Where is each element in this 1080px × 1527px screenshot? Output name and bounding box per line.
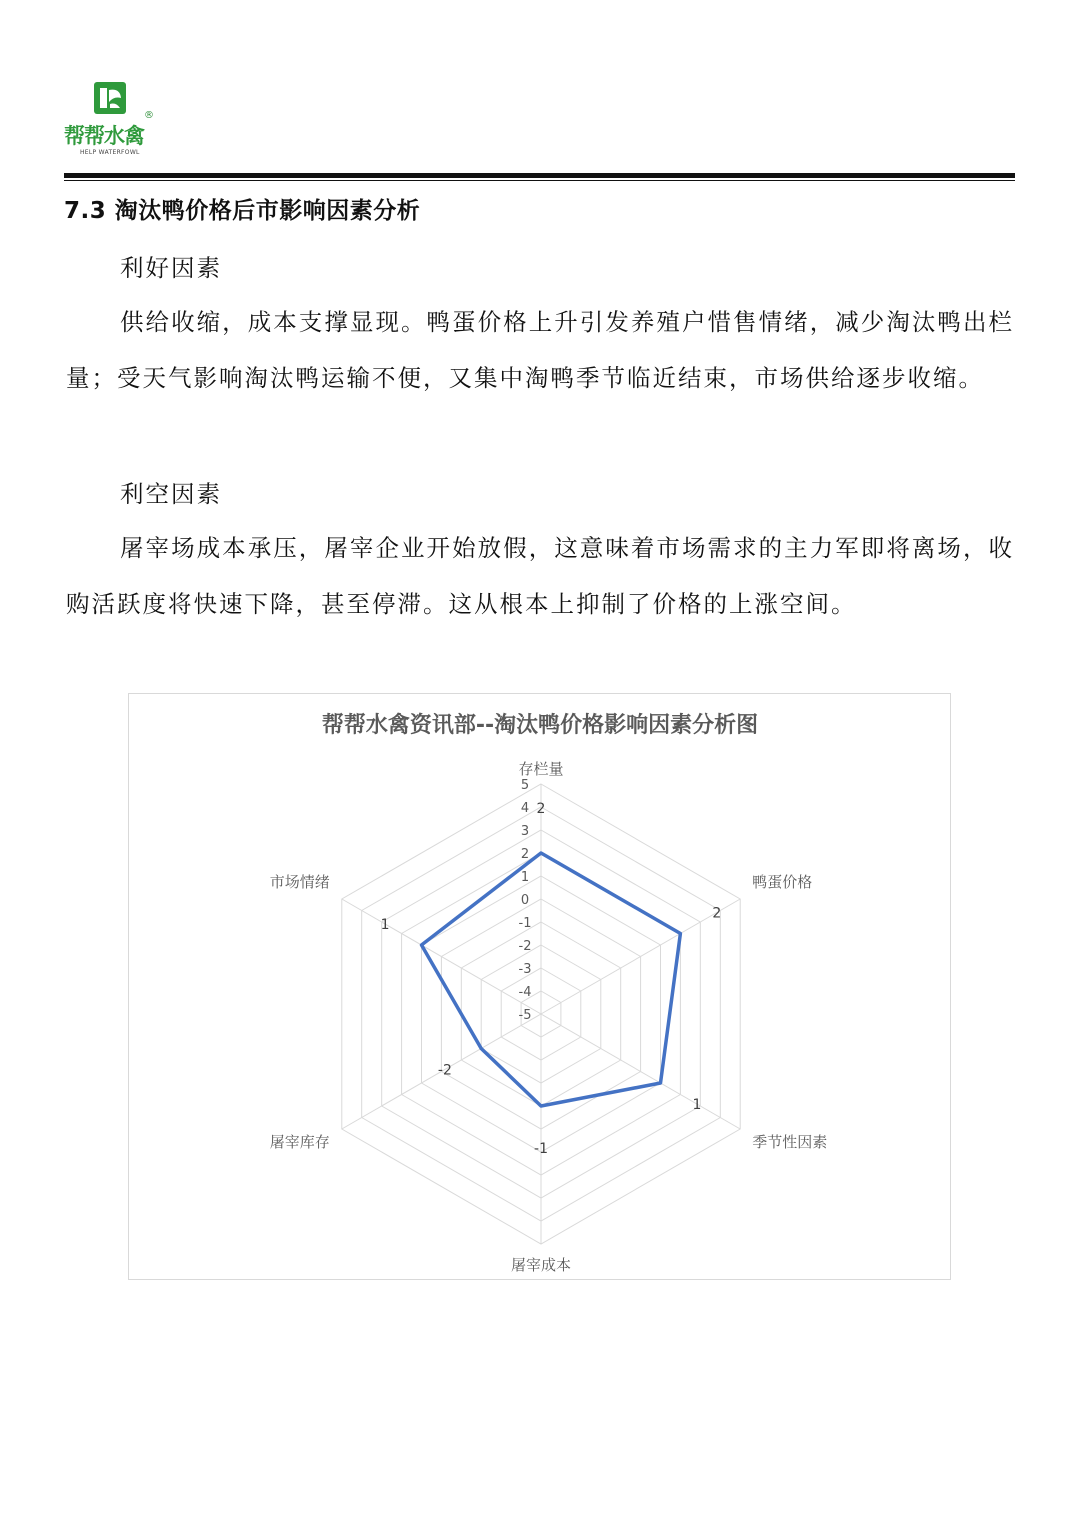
company-logo xyxy=(64,82,164,162)
leaf-logo-icon xyxy=(94,82,126,114)
data-label: 2 xyxy=(712,905,722,922)
axis-tick-label: 4 xyxy=(520,801,530,816)
category-label: 鸭蛋价格 xyxy=(752,873,813,891)
data-label: 2 xyxy=(536,801,546,817)
logo-subtitle: HELP WATERFOWL xyxy=(80,149,140,156)
category-label: 屠宰成本 xyxy=(510,1256,572,1274)
chart-title: 帮帮水禽资讯部--淘汰鸭价格影响因素分析图 xyxy=(321,713,759,738)
axis-tick-label: -2 xyxy=(518,939,532,954)
data-label: 1 xyxy=(692,1097,702,1113)
registered-mark: ® xyxy=(144,110,154,121)
positive-factors-title: 利好因素 xyxy=(120,254,222,282)
category-label: 存栏量 xyxy=(518,760,564,778)
section-heading: 7.3 淘汰鸭价格后市影响因素分析 xyxy=(64,198,421,224)
header-rule-thin xyxy=(64,180,1015,181)
radar-chart-svg xyxy=(129,694,952,1281)
positive-factors-text: 供给收缩，成本支撑显现。鸭蛋价格上升引发养殖户惜售情绪，减少淘汰鸭出栏量；受天气影响淘汰鸭运输不便，又集中淘鸭季节临近结束，市场供给逐步收缩。 xyxy=(66,308,1014,392)
negative-factors-title: 利空因素 xyxy=(120,480,222,508)
series-line xyxy=(422,853,681,1106)
axis-tick-label: 2 xyxy=(520,847,530,862)
header-rule-thick xyxy=(64,173,1015,178)
logo-name: 帮帮水禽 xyxy=(64,124,144,148)
axis-tick-label: -4 xyxy=(518,985,532,1000)
axis-tick-label: -3 xyxy=(518,962,532,977)
data-label: -2 xyxy=(437,1062,452,1079)
axis-tick-label: 0 xyxy=(520,893,530,908)
axis-tick-label: -1 xyxy=(518,916,532,931)
category-label: 季节性因素 xyxy=(752,1133,828,1151)
negative-factors-text: 屠宰场成本承压，屠宰企业开始放假，这意味着市场需求的主力军即将离场，收购活跃度将快速下降，甚至停滞。这从根本上抑制了价格的上涨空间。 xyxy=(66,534,1014,618)
axis-tick-label: 1 xyxy=(520,870,530,885)
axis-tick-label: -5 xyxy=(518,1008,532,1023)
axis-tick-label: 3 xyxy=(520,824,530,839)
data-label: -1 xyxy=(534,1141,548,1157)
radar-chart xyxy=(128,693,951,1280)
data-label: 1 xyxy=(380,917,390,933)
category-label: 市场情绪 xyxy=(269,873,330,891)
axis-tick-label: 5 xyxy=(520,778,530,793)
category-label: 屠宰库存 xyxy=(269,1133,330,1151)
